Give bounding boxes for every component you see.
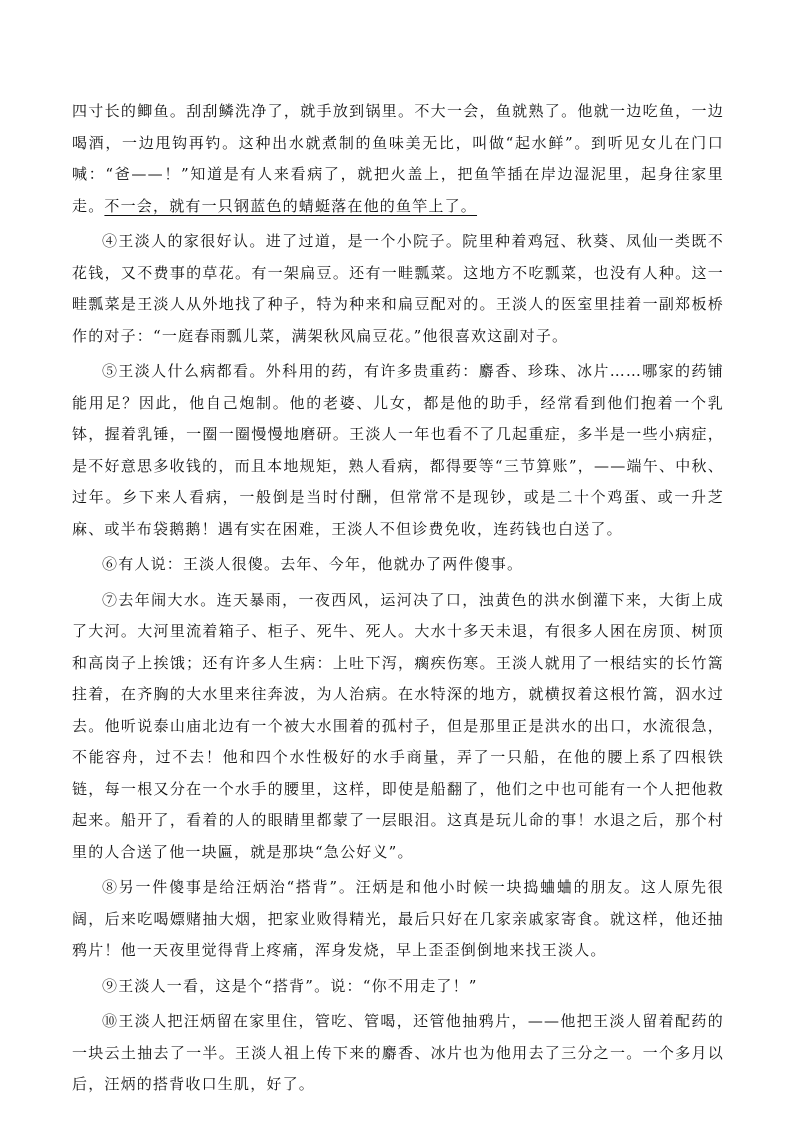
paragraph-text: 四寸长的鲫鱼。刮刮鳞洗净了，就手放到锅里。不大一会，鱼就熟了。他就一边吃鱼，一边喝酒，一边甩钩再钓。这种出水就煮制的鱼味美无比，叫做“起水鲜”。到听见女儿在门口喊：“爸——！”知道是有人来看病了，就把火盖上，把鱼竿插在岸边湿泥里，起身往家里走。 [72,102,724,215]
paragraph: ⑦去年闹大水。连天暴雨，一夜西风，运河决了口，浊黄色的洪水倒灌下来，大街上成了大河。大河里流着箱子、柜子、死牛、死人。大水十多天未退，有很多人困在房顶、树顶和高岗子上挨饿；还有许多人生病：上吐下泻，瘸疾伤寒。王淡人就用了一根结实的长竹篙拄着，在齐胸的大水里来往奔波，为人治病。在水特深的地方，就横扠着这根竹篙，泅水过去。他听说泰山庙北边有一个被大水围着的孤村子，但是那里正是洪水的出口，水流很急，不能容舟，过不去！他和四个水性极好的水手商量，弄了一只船，在他的腰上系了四根铁链，每一根又分在一个水手的腰里，这样，即使是船翻了，他们之中也可能有一个人把他救起来。船开了，看着的人的眼睛里都蒙了一层眼泪。这真是玩儿命的事！水退之后，那个村里的人合送了他一块匾，就是那块“急公好义”。 [72,590,724,861]
paragraph [72,96,724,222]
paragraph: ⑨王淡人一看，这是个“搭背”。说：“你不用走了！” [102,976,478,995]
document-page [72,96,724,1105]
paragraph: ⑤王淡人什么病都看。外科用的药，有许多贵重药：麝香、珍珠、冰片……哪家的药铺能用足？因此，他自己炮制。他的老婆、儿女，都是他的助手，经常看到他们抱着一个乳钵，握着乳锤，一圈一圈慢慢地磨研。王淡人一年也看不了几起重症，多半是一些小病症，是不好意思多收钱的，而且本地规矩，熟人看病，都得要等“三节算账”，——端午、中秋、过年。乡下来人看病，一般倒是当时付酬，但常常不是现钞，或是二十个鸡蛋、或一升芝麻、或半布袋鹅鹅！遇有实在困难，王淡人不但诊费免收，连药钱也白送了。 [72,362,724,538]
paragraph: ⑧另一件傻事是给汪炳治“搭背”。汪炳是和他小时候一块捣蛐蛐的朋友。这人原先很阔，后来吃喝嫖赌抽大烟，把家业败得精光，最后只好在几家亲戚家寄食。就这样，他还抽鸦片！他一天夜里觉得背上疼痛，浑身发烧，早上歪歪倒倒地来找王淡人。 [72,878,724,959]
underlined-sentence: 不一会，就有一只钢蓝色的蜻蜓落在他的鱼竿上了。 [104,196,478,215]
paragraph: ④王淡人的家很好认。进了过道，是一个小院子。院里种着鸡冠、秋葵、凤仙一类既不花钱，又不费事的草花。有一架扁豆。还有一畦瓢菜。这地方不吃瓢菜，也没有人种。这一畦瓢菜是王淡人从外地找了种子，特为种来和扁豆配对的。王淡人的医室里挂着一副郑板桥作的对子：“一庭春雨瓢儿菜，满架秋风扁豆花。”他很喜欢这副对子。 [72,232,724,345]
paragraph: ⑥有人说：王淡人很傻。去年、今年，他就办了两件傻事。 [102,555,524,573]
paragraph: ⑩王淡人把汪炳留在家里住，管吃、管喝，还管他抽鸦片，——他把王淡人留着配药的一块云土抽去了一半。王淡人祖上传下来的麝香、冰片也为他用去了三分之一。一个多月以后，汪炳的搭背收口生肌，好了。 [72,1012,724,1093]
